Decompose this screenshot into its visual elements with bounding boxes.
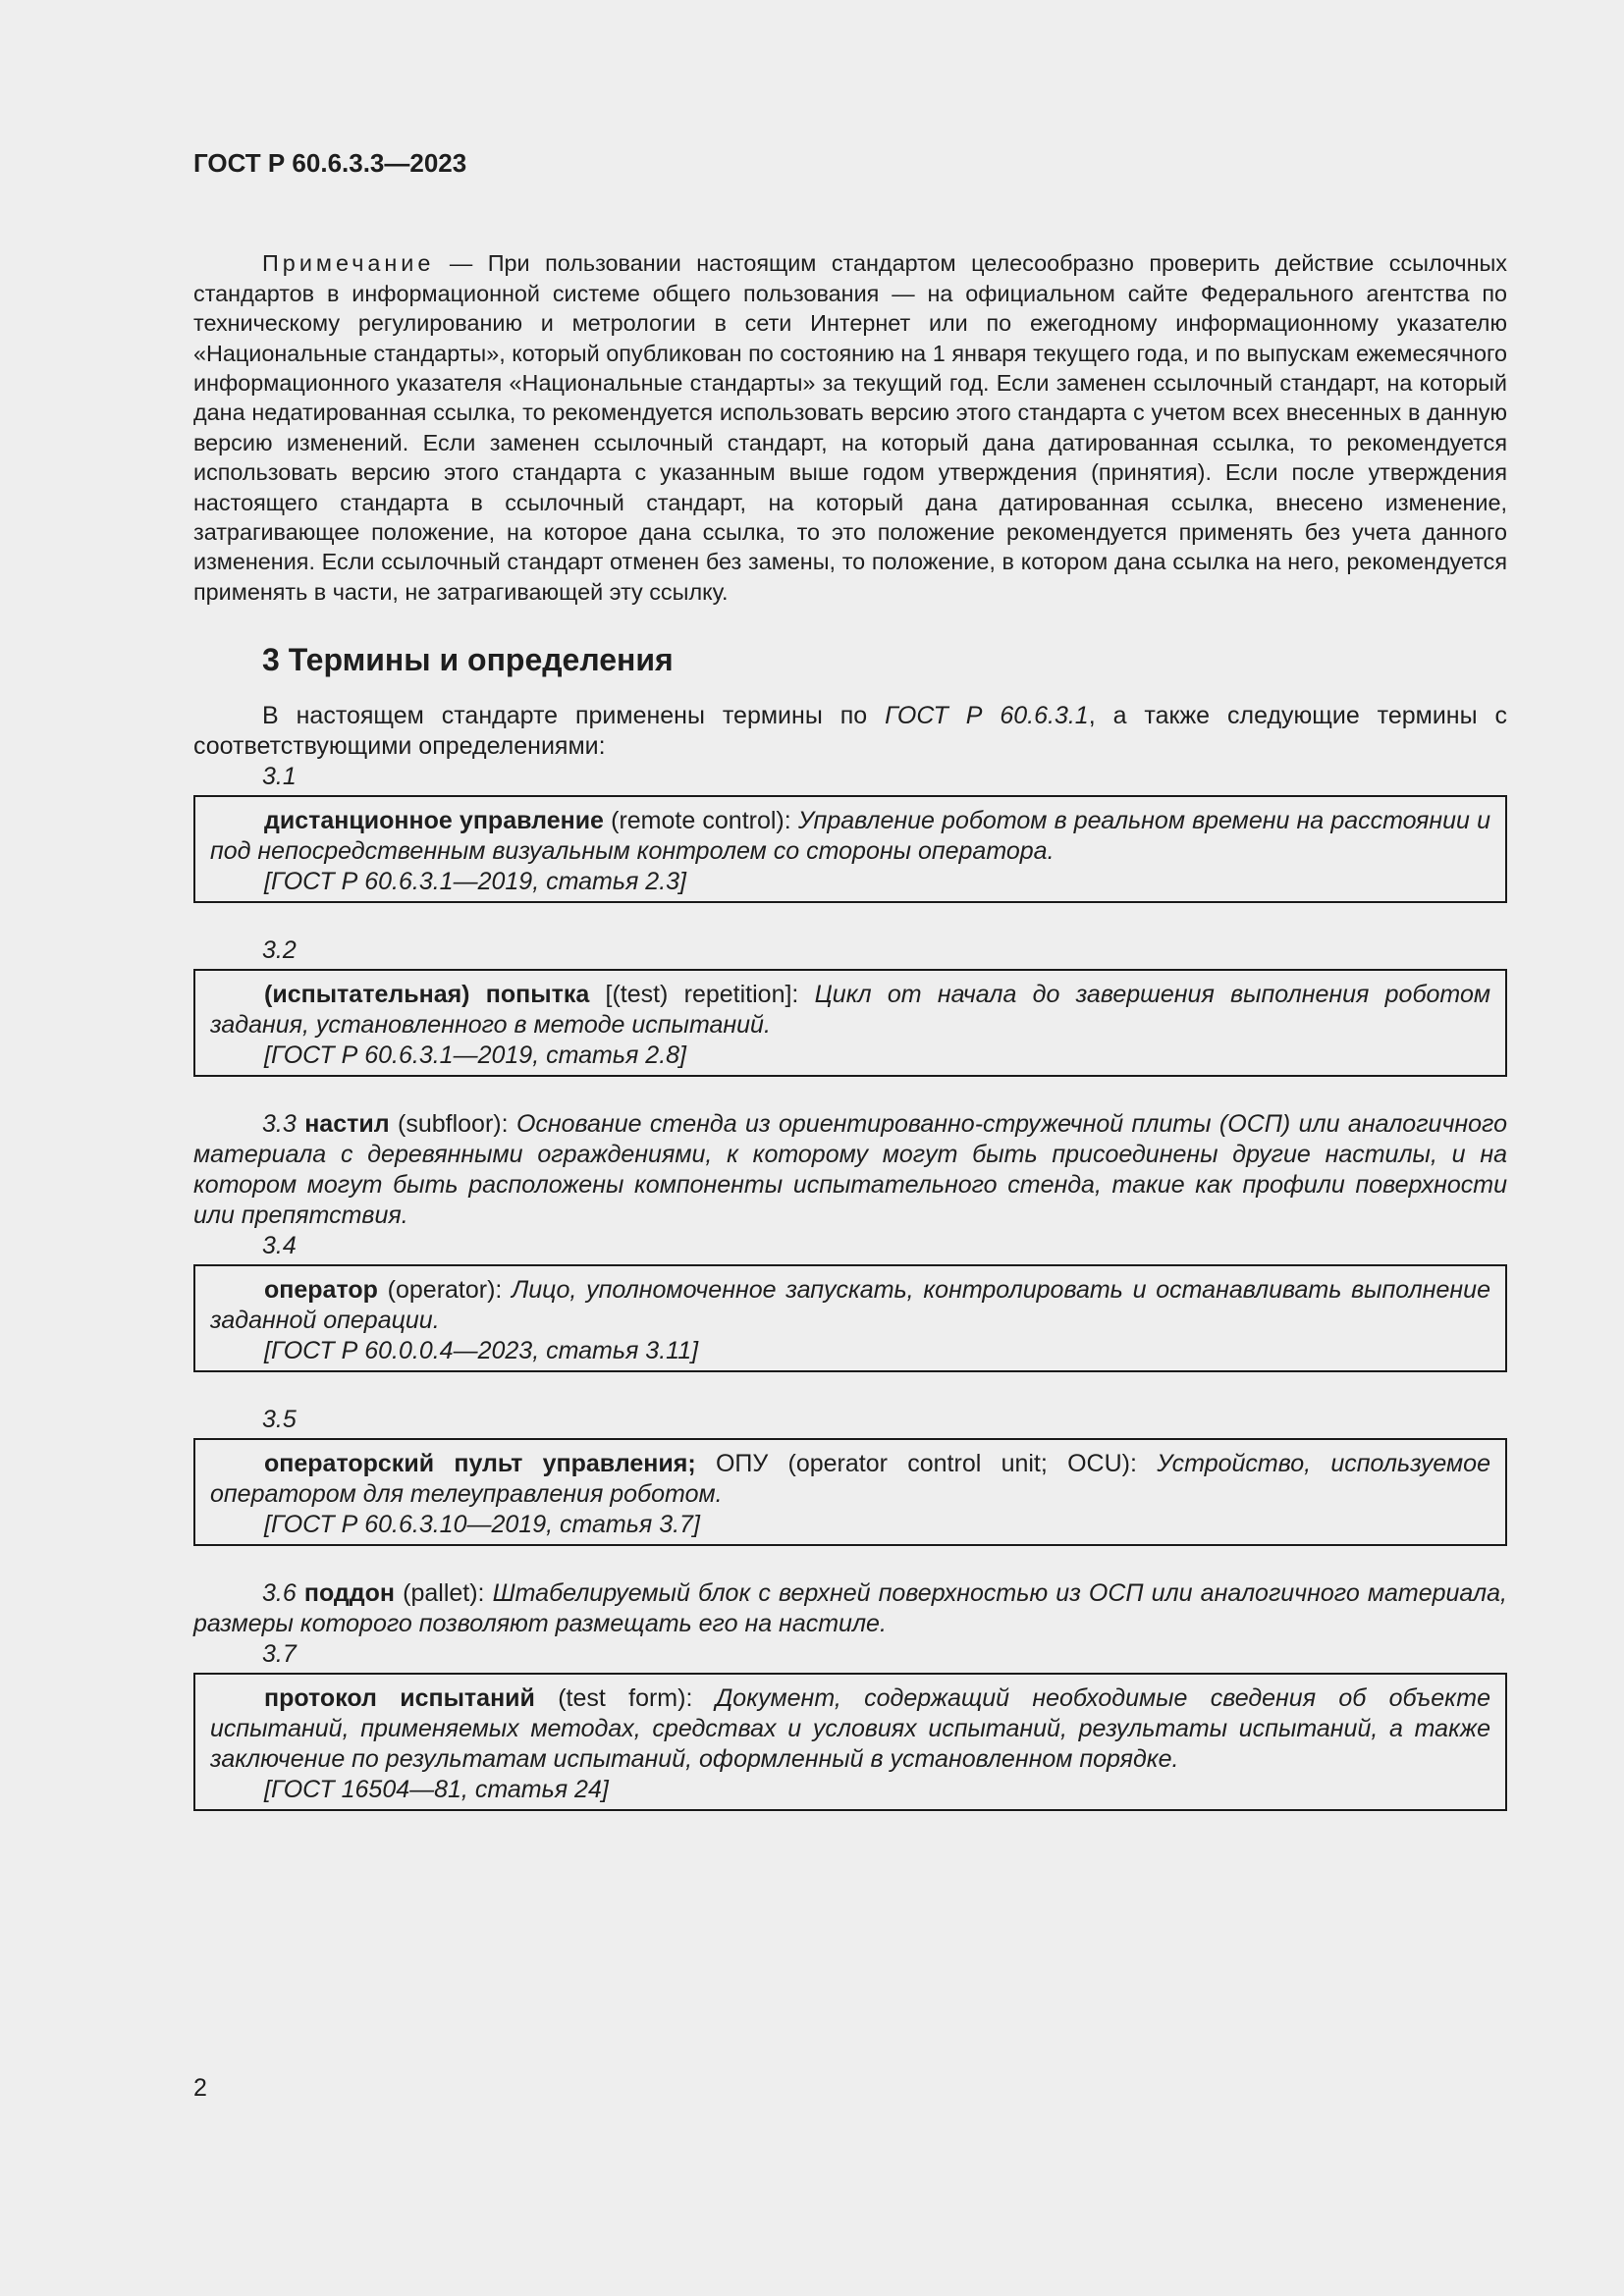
- note-label: Примечание: [262, 250, 435, 277]
- term-source: [ГОСТ Р 60.0.0.4—2023, статья 3.11]: [264, 1337, 699, 1364]
- term-english: (test form):: [534, 1684, 716, 1712]
- term-definition-text: Штабелируемый блок с верхней поверхностью из ОСП или аналогичного материала, размеры которого позволяют размещать его на настиле.: [193, 1579, 1507, 1637]
- term-definition-text: Управление роботом в реальном времени на расстоянии и под непосредственным визуальным контролем со стороны оператора.: [210, 807, 1491, 865]
- term-subfloor: [193, 1109, 1507, 1231]
- term-definition-text: Основание стенда из ориентированно-стружечной плиты (ОСП) или аналогичного материала с деревянными ограждениями, к которому могут быть присоединены другие настилы, и на котором могут быть расположены компоненты испытательного стенда, такие как профили поверхности или препятствия.: [193, 1110, 1507, 1229]
- term-number: 3.6: [262, 1579, 297, 1607]
- term-number: 3.7: [262, 1640, 297, 1668]
- term-english: (operator):: [377, 1276, 513, 1304]
- section-intro: В настоящем стандарте применены термины по ГОСТ Р 60.6.3.1, а также следующие термины с соответствующими определениями:: [193, 702, 1507, 760]
- term-source: [ГОСТ 16504—81, статья 24]: [264, 1776, 609, 1803]
- term-source: [ГОСТ Р 60.6.3.1—2019, статья 2.3]: [264, 868, 687, 895]
- term-name: настил: [304, 1110, 390, 1138]
- term-pallet: [193, 1578, 1507, 1639]
- term-definition: [210, 806, 1490, 867]
- term-name: оператор: [264, 1276, 378, 1304]
- term-definition: [210, 1275, 1490, 1336]
- term-definition-text: Устройство, используемое оператором для телеуправления роботом.: [210, 1450, 1490, 1508]
- document-code-header: ГОСТ Р 60.6.3.3—2023: [193, 148, 467, 178]
- term-source: [ГОСТ Р 60.6.3.10—2019, статья 3.7]: [264, 1511, 700, 1538]
- term-definition: [210, 1683, 1490, 1775]
- term-name: протокол испытаний: [264, 1684, 535, 1712]
- terms-section: [193, 638, 1507, 1811]
- note-paragraph: [193, 248, 1507, 607]
- term-number: 3.3: [262, 1110, 297, 1138]
- term-box-test-form: [193, 1673, 1507, 1811]
- term-english: ОПУ (operator control unit; OCU):: [695, 1450, 1158, 1477]
- intro-reference: ГОСТ Р 60.6.3.1: [885, 702, 1089, 729]
- term-name: поддон: [303, 1579, 396, 1607]
- term-english: [(test) repetition]:: [589, 981, 815, 1008]
- term-definition: [210, 1449, 1490, 1510]
- term-number: 3.4: [262, 1232, 297, 1259]
- term-box-operator-control-unit: [193, 1438, 1507, 1546]
- term-box-test-repetition: [193, 969, 1507, 1077]
- term-box-remote-control: [193, 795, 1507, 903]
- term-name: операторский пульт управления;: [264, 1450, 696, 1477]
- term-definition: [210, 980, 1490, 1041]
- term-number: 3.1: [262, 763, 297, 790]
- term-box-operator: [193, 1264, 1507, 1372]
- term-english: (subfloor):: [389, 1110, 516, 1138]
- term-english: (pallet):: [395, 1579, 493, 1607]
- page-number: 2: [193, 2074, 207, 2102]
- section-title: 3 Термины и определения: [262, 642, 674, 677]
- term-number: 3.5: [262, 1406, 297, 1433]
- term-source: [ГОСТ Р 60.6.3.1—2019, статья 2.8]: [264, 1041, 687, 1069]
- note-text: — При пользовании настоящим стандартом целесообразно проверить действие ссылочных стандартов в информационной системе общего пользования — на официальном сайте Федерального агентства по техническому регулированию и метрологии в сети Интернет или по ежегодному информационному указателю «Национальные стандарты», который опубликован по состоянию на 1 января текущего года, и по выпускам ежемесячного информационного указателя «Национальные стандарты» за текущий год. Если заменен ссылочный стандарт, на который дана недатированная ссылка, то рекомендуется использовать версию этого стандарта с учетом всех внесенных в данную версию изменений. Если заменен ссылочный стандарт, на который дана датированная ссылка, то рекомендуется использовать версию этого стандарта с указанным выше годом утверждения (принятия). Если после утверждения настоящего стандарта в ссылочный стандарт, на который дана датированная ссылка, внесено изменение, затрагивающее положение, на которое дана ссылка, то это положение рекомендуется применять без учета данного изменения. Если ссылочный стандарт отменен без замены, то положение, в котором дана ссылка на него, рекомендуется применять в части, не затрагивающей эту ссылку.: [193, 250, 1507, 605]
- term-definition-text: Документ, содержащий необходимые сведения об объекте испытаний, применяемых методах, средствах и условиях испытаний, результаты испытаний, а также заключение по результатам испытаний, оформленный в установленном порядке.: [210, 1684, 1490, 1773]
- term-english: (remote control):: [603, 807, 798, 834]
- term-name: дистанционное управление: [264, 807, 604, 834]
- term-number: 3.2: [262, 936, 297, 964]
- term-definition-text: Лицо, уполномоченное запускать, контролировать и останавливать выполнение заданной операции.: [210, 1276, 1490, 1334]
- term-name: (испытательная) попытка: [264, 981, 590, 1008]
- term-definition-text: Цикл от начала до завершения выполнения роботом задания, установленного в методе испытаний.: [210, 981, 1491, 1039]
